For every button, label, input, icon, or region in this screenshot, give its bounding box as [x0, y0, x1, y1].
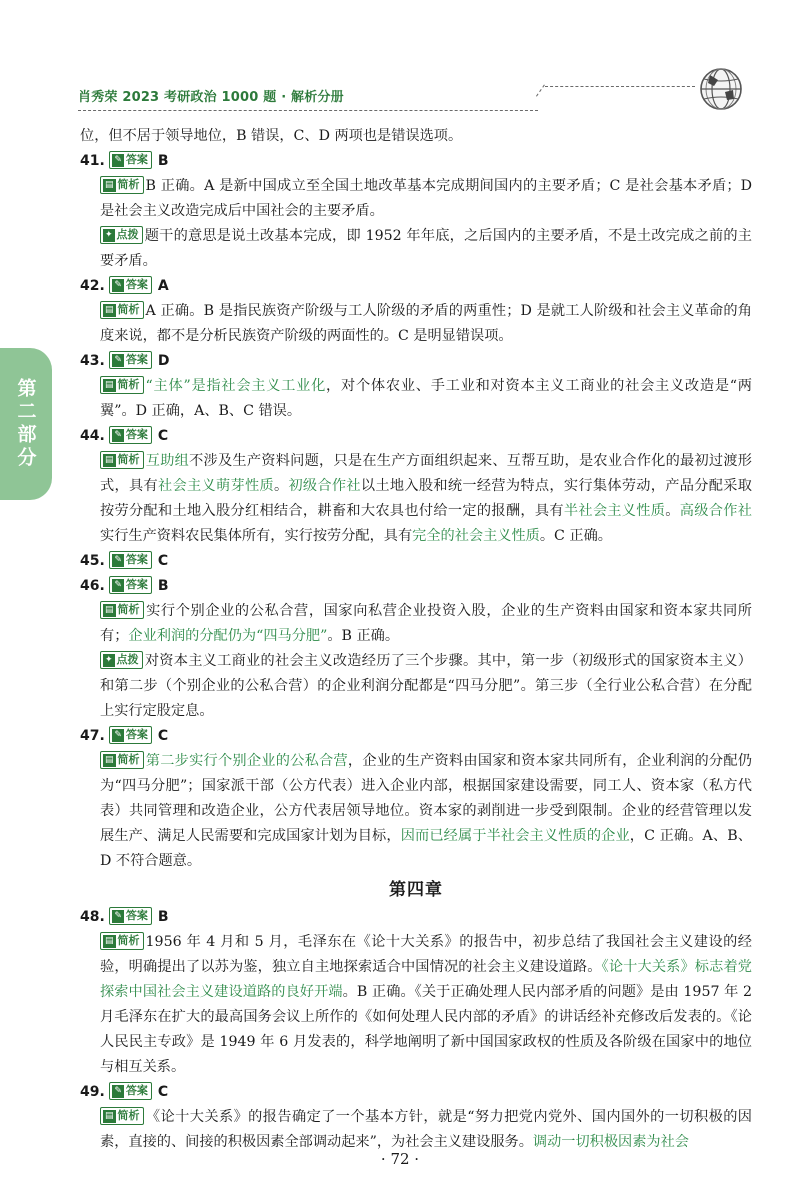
pencil-note-icon: ✎: [114, 555, 122, 565]
header-divider-right: [545, 86, 695, 87]
book-icon: ▤: [105, 455, 114, 465]
book-icon: ▤: [105, 755, 114, 765]
question-44-answer: 44. ✎ 答案 C: [80, 428, 169, 444]
answer-label: ✎ 答案: [109, 351, 152, 369]
analysis-label: ▤ 简析: [100, 451, 144, 469]
answer-label: ✎ 答案: [109, 576, 152, 594]
page-number: · 72 ·: [380, 1150, 420, 1168]
question-43-answer: 43. ✎ 答案 D: [80, 353, 170, 369]
analysis-label: ▤ 简析: [100, 176, 144, 194]
page-content: [80, 124, 752, 1155]
tip-label: ✦ 点拨: [100, 651, 143, 669]
question-45-answer: 45. ✎ 答案 C: [80, 553, 169, 569]
answer-label: ✎ 答案: [109, 151, 152, 169]
question-46-analysis: ▤ 简析 实行个别企业的公私合营，国家向私营企业投资入股，企业的生产资料由国家和资本家共同所有；企业利润的分配仍为“四马分肥”。B 正确。: [100, 603, 752, 644]
pencil-note-icon: ✎: [114, 430, 122, 440]
question-49-answer: 49. ✎ 答案 C: [80, 1084, 169, 1100]
question-47-analysis: ▤ 简析 第二步实行个别企业的公私合营，企业的生产资料由国家和资本家共同所有，企业利润的分配仍为“四马分肥”；国家派干部（公方代表）进入企业内部，根据国家建设需要，同工人、资本家（私方代表）共同管理和改造企业，公方代表居领导地位。资本家的剥削进一步受到限制。企业的经营管理以发展生产、满足人民需要和完成国家计划为目标，因而已经属于半社会主义性质的企业，C 正确。A、B、D 不符合题意。: [100, 753, 752, 869]
answer-label: ✎ 答案: [109, 551, 152, 569]
question-42-answer: 42. ✎ 答案 A: [80, 278, 169, 294]
question-44-analysis: ▤ 简析 互助组不涉及生产资料问题，只是在生产方面组织起来、互帮互助，是农业合作化的最初过渡形式，具有社会主义萌芽性质。初级合作社以土地入股和统一经营为特点，实行集体劳动，产品分配采取按劳分配和土地入股分红相结合，耕畜和大农具也付给一定的报酬，具有半社会主义性质。高级合作社实行生产资料农民集体所有，实行按劳分配，具有完全的社会主义性质。C 正确。: [100, 453, 752, 544]
question-46-tip: ✦ 点拨 对资本主义工商业的社会主义改造经历了三个步骤。其中，第一步（初级形式的国家资本主义）和第二步（个别企业的公私合营）的企业利润分配都是“四马分肥”。第三步（全行业公私合营）在分配上实行定股定息。: [100, 653, 752, 719]
lightbulb-icon: ✦: [105, 230, 113, 240]
book-icon: ▤: [105, 305, 114, 315]
pencil-note-icon: ✎: [114, 280, 122, 290]
answer-label: ✎ 答案: [109, 1082, 152, 1100]
question-48-answer: 48. ✎ 答案 B: [80, 909, 169, 925]
question-46-answer: 46. ✎ 答案 B: [80, 578, 169, 594]
running-header: 肖秀荣 2023 考研政治 1000 题 · 解析分册: [78, 90, 344, 105]
analysis-label: ▤ 简析: [100, 751, 144, 769]
question-41-tip: ✦ 点拨 题干的意思是说土改基本完成，即 1952 年年底，之后国内的主要矛盾，不是土改完成之前的主要矛盾。: [100, 228, 752, 269]
header-divider-slope: [536, 85, 545, 97]
analysis-label: ▤ 简析: [100, 932, 144, 950]
globe-icon: [698, 66, 744, 112]
pencil-note-icon: ✎: [114, 155, 122, 165]
section-side-tab-label: 第二部分: [14, 378, 37, 470]
question-42-analysis: ▤ 简析 A 正确。B 是指民族资产阶级与工人阶级的矛盾的两重性；D 是就工人阶级和社会主义革命的角度来说，都不是分析民族资产阶级的两面性的。C 是明显错误项。: [100, 303, 752, 344]
question-43-analysis: ▤ 简析 “主体”是指社会主义工业化，对个体农业、手工业和对资本主义工商业的社会主义改造是“两翼”。D 正确，A、B、C 错误。: [100, 378, 752, 419]
section-side-tab: [0, 348, 52, 500]
analysis-label: ▤ 简析: [100, 1107, 144, 1125]
header-divider: [78, 110, 538, 111]
pencil-note-icon: ✎: [114, 355, 122, 365]
chapter-title: 第四章: [389, 880, 443, 900]
pencil-note-icon: ✎: [114, 730, 122, 740]
analysis-label: ▤ 简析: [100, 376, 144, 394]
answer-value: B: [157, 153, 169, 169]
question-47-answer: 47. ✎ 答案 C: [80, 728, 169, 744]
book-icon: ▤: [105, 605, 114, 615]
book-icon: ▤: [105, 936, 114, 946]
book-icon: ▤: [105, 1111, 114, 1121]
question-41-answer: [80, 149, 752, 174]
answer-label: ✎ 答案: [109, 726, 152, 744]
pencil-note-icon: ✎: [114, 580, 122, 590]
book-icon: ▤: [105, 380, 114, 390]
analysis-label: ▤ 简析: [100, 601, 144, 619]
question-number: 41.: [80, 153, 105, 169]
answer-label: ✎ 答案: [109, 276, 152, 294]
pencil-note-icon: ✎: [114, 1086, 122, 1096]
pencil-note-icon: ✎: [114, 911, 122, 921]
answer-label: ✎ 答案: [109, 426, 152, 444]
intro-text: 位，但不居于领导地位，B 错误，C、D 两项也是错误选项。: [80, 128, 463, 144]
question-49-analysis: ▤ 简析 《论十大关系》的报告确定了一个基本方针，就是“努力把党内党外、国内国外的一切积极的因素，直接的、间接的积极因素全部调动起来”，为社会主义建设服务。调动一切积极因素为社会: [100, 1109, 752, 1150]
question-41-analysis: ▤ 简析 B 正确。A 是新中国成立至全国土地改革基本完成期间国内的主要矛盾；C 是社会基本矛盾；D 是社会主义改造完成后中国社会的主要矛盾。: [100, 178, 752, 219]
tip-label: ✦ 点拨: [100, 226, 143, 244]
question-48-analysis: ▤ 简析 1956 年 4 月和 5 月，毛泽东在《论十大关系》的报告中，初步总结了我国社会主义建设的经验，明确提出了以苏为鉴，独立自主地探索适合中国情况的社会主义建设道路。《论十大关系》标志着党探索中国社会主义建设道路的良好开端。B 正确。《关于正确处理人民内部矛盾的问题》是由 1957 年 2 月毛泽东在扩大的最高国务会议上所作的《如何处理人民内部的矛盾》的讲话经补充修改后发表的。《论人民民主专政》是 1949 年 6 月发表的，科学地阐明了新中国国家政权的性质及各阶级在国家中的地位与相互关系。: [100, 934, 752, 1075]
answer-label: ✎ 答案: [109, 907, 152, 925]
analysis-label: ▤ 简析: [100, 301, 144, 319]
lightbulb-icon: ✦: [105, 655, 113, 665]
book-icon: ▤: [105, 180, 114, 190]
